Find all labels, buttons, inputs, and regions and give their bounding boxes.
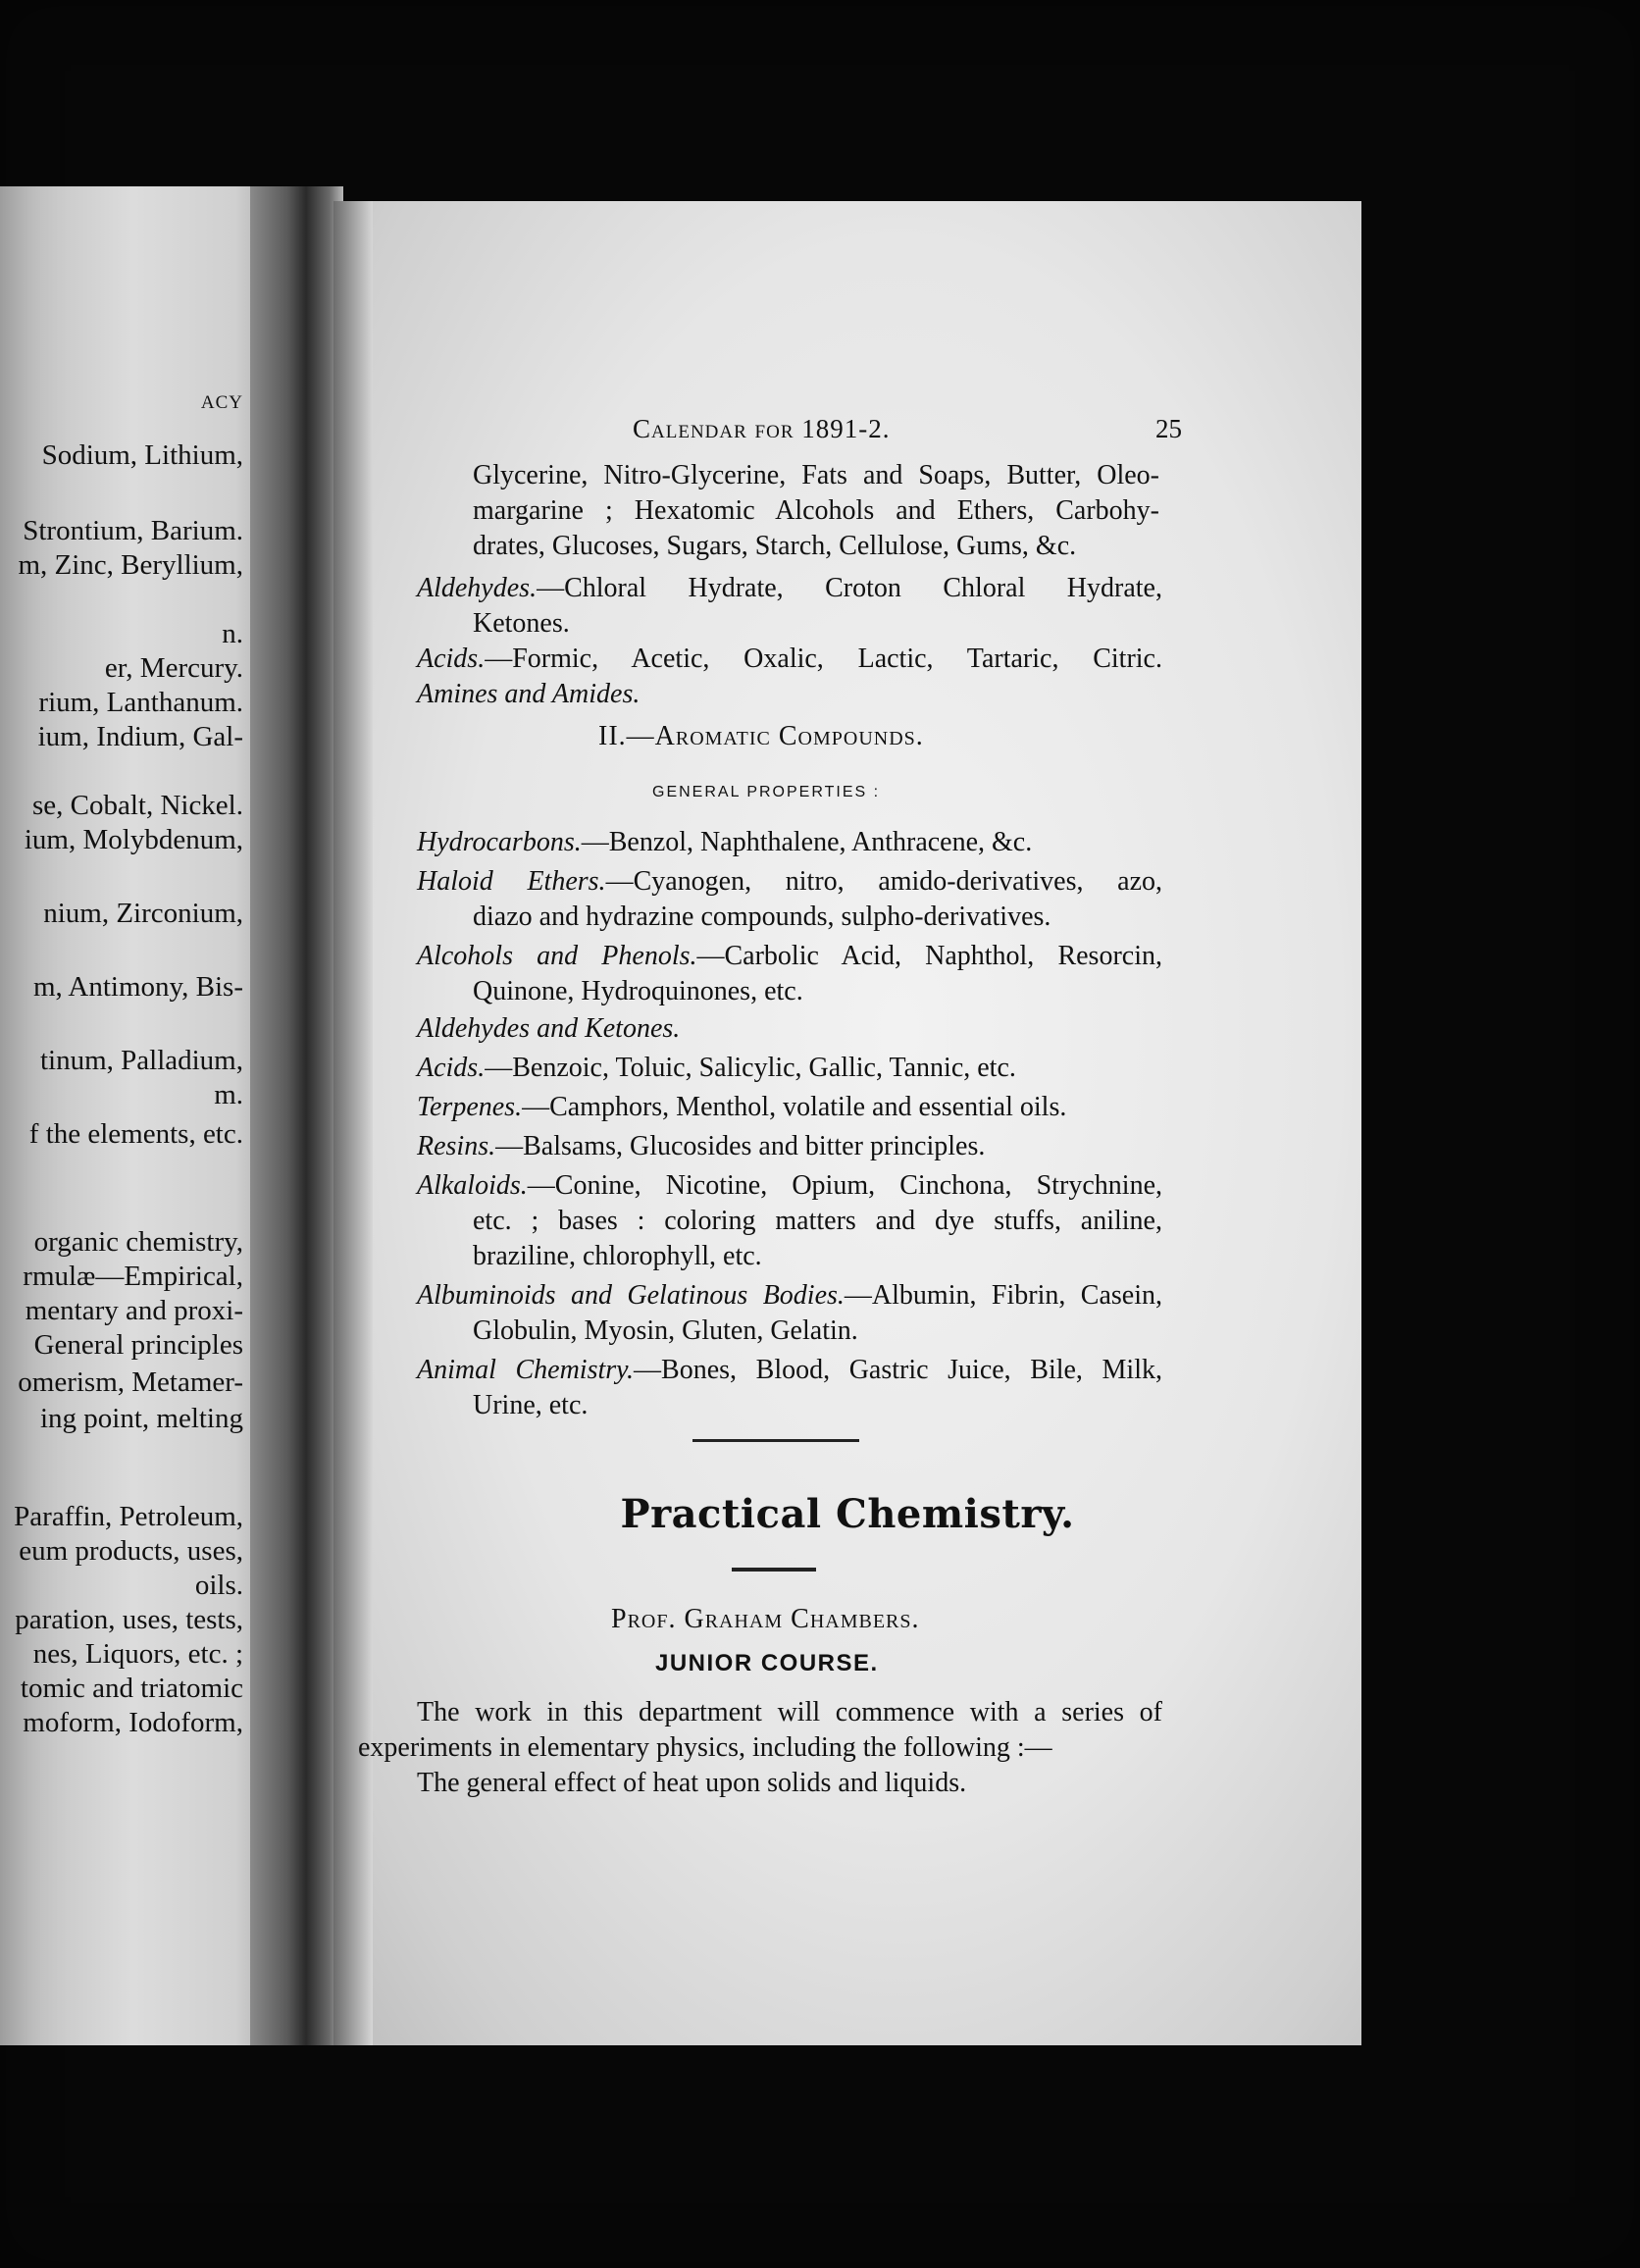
- entry-term: Haloid Ethers.: [417, 866, 606, 897]
- left-page-line: tomic and triatomic: [20, 1673, 243, 1704]
- course-heading: JUNIOR COURSE.: [655, 1650, 879, 1676]
- entry-term: Acids.: [417, 644, 486, 674]
- left-page-line: ing point, melting: [39, 1403, 243, 1434]
- entry-text: —Carbolic Acid, Naphthol, Resorcin,: [696, 941, 1162, 971]
- left-page-line: oils.: [194, 1570, 243, 1601]
- body-line: The general effect of heat upon solids and liquids.: [417, 1768, 967, 1798]
- entry-acids-aromatic: [417, 1051, 1016, 1086]
- intro-line: margarine ; Hexatomic Alcohols and Ethers, Carbohy-: [473, 495, 1159, 526]
- entry-term: Alcohols and Phenols.: [417, 941, 697, 971]
- left-page-line: General principles: [33, 1329, 243, 1361]
- title-underline: [732, 1568, 816, 1572]
- entry-text: —Conine, Nicotine, Opium, Cinchona, Strychnine,: [527, 1170, 1162, 1201]
- entry-terpenes: [417, 1090, 1066, 1125]
- entry-text: —Albumin, Fibrin, Casein,: [844, 1280, 1162, 1311]
- entry-text: —Benzol, Naphthalene, Anthracene, &c.: [581, 827, 1033, 857]
- left-page-line: omerism, Metamer-: [18, 1366, 243, 1398]
- left-page-line: f the elements, etc.: [28, 1118, 243, 1150]
- left-page-line: rmulæ—Empirical,: [23, 1261, 243, 1292]
- entry-resins: [417, 1129, 985, 1164]
- book-gutter: [250, 186, 343, 2045]
- section-title: Practical Chemistry.: [620, 1491, 1075, 1537]
- entry-continuation: Ketones.: [473, 608, 570, 639]
- left-page-line: ium, Molybdenum,: [24, 824, 243, 855]
- left-page-line: Strontium, Barium.: [23, 515, 243, 546]
- entry-text: —Formic, Acetic, Oxalic, Lactic, Tartaric, Citric.: [485, 644, 1162, 674]
- subheading: GENERAL PROPERTIES :: [652, 784, 881, 800]
- entry-continuation: braziline, chlorophyll, etc.: [473, 1241, 762, 1271]
- left-page-line: nium, Zirconium,: [43, 898, 243, 929]
- running-head: Calendar for 1891-2.: [633, 414, 891, 443]
- entry-amines: Amines and Amides.: [417, 679, 641, 709]
- entry-term: Aldehydes.: [417, 573, 538, 603]
- entry-term: Animal Chemistry.: [417, 1355, 635, 1385]
- left-page-line: m, Zinc, Beryllium,: [18, 549, 243, 581]
- entry-text: —Cyanogen, nitro, amido-derivatives, azo,: [605, 866, 1162, 897]
- entry-alkaloids: [417, 1168, 1162, 1204]
- entry-haloid-ethers: [417, 864, 1162, 900]
- entry-alcohols: [417, 939, 1162, 974]
- left-page-line: nes, Liquors, etc. ;: [32, 1638, 243, 1670]
- left-page-line: Paraffin, Petroleum,: [14, 1501, 243, 1532]
- entry-text: —Bones, Blood, Gastric Juice, Bile, Milk,: [634, 1355, 1162, 1385]
- left-page-line: m.: [214, 1079, 243, 1110]
- left-page-line: n.: [222, 618, 243, 649]
- left-page-header: ACY: [200, 392, 243, 413]
- entry-text: —Chloral Hydrate, Croton Chloral Hydrate,: [537, 573, 1162, 603]
- entry-text: —Camphors, Menthol, volatile and essential oils.: [522, 1092, 1067, 1122]
- body-line: The work in this department will commence with a series of: [417, 1697, 1162, 1727]
- section-heading: II.—Aromatic Compounds.: [598, 721, 924, 751]
- intro-line: drates, Glucoses, Sugars, Starch, Cellulose, Gums, &c.: [473, 531, 1077, 561]
- entry-albuminoids: [417, 1278, 1162, 1314]
- left-page-line: organic chemistry,: [33, 1226, 243, 1258]
- section-divider: [692, 1439, 859, 1442]
- entry-hydrocarbons: [417, 825, 1032, 860]
- page-edge-shadow: [333, 201, 373, 2045]
- left-page-line: se, Cobalt, Nickel.: [31, 790, 243, 821]
- left-page-line: m, Antimony, Bis-: [32, 971, 243, 1003]
- left-page-line: tinum, Palladium,: [39, 1045, 243, 1076]
- left-page-line: paration, uses, tests,: [15, 1604, 243, 1635]
- body-line: experiments in elementary physics, including the following :—: [358, 1732, 1052, 1763]
- entry-text: —Benzoic, Toluic, Salicylic, Gallic, Tannic, etc.: [485, 1053, 1016, 1083]
- entry-text: —Balsams, Glucosides and bitter principles.: [495, 1131, 986, 1161]
- left-page-line: mentary and proxi-: [25, 1295, 243, 1326]
- entry-acids: [417, 642, 1162, 677]
- left-page-line: Sodium, Lithium,: [41, 439, 243, 471]
- entry-aldehydes-ketones: Aldehydes and Ketones.: [417, 1013, 681, 1044]
- entry-aldehydes: [417, 571, 1162, 606]
- entry-term: Terpenes.: [417, 1092, 523, 1122]
- left-page-line: ium, Indium, Gal-: [37, 721, 243, 752]
- entry-term: Hydrocarbons.: [417, 827, 582, 857]
- intro-line: Glycerine, Nitro-Glycerine, Fats and Soaps, Butter, Oleo-: [473, 460, 1159, 490]
- left-page-line: moform, Iodoform,: [23, 1707, 243, 1738]
- entry-term: Resins.: [417, 1131, 496, 1161]
- professor-name: Prof. Graham Chambers.: [611, 1604, 920, 1634]
- left-page-line: rium, Lanthanum.: [38, 687, 243, 718]
- left-page-line: eum products, uses,: [19, 1535, 243, 1567]
- entry-term: Alkaloids.: [417, 1170, 528, 1201]
- left-page-line: er, Mercury.: [104, 652, 243, 684]
- entry-continuation: Quinone, Hydroquinones, etc.: [473, 976, 803, 1006]
- entry-continuation: etc. ; bases : coloring matters and dye stuffs, aniline,: [473, 1206, 1162, 1236]
- entry-continuation: Globulin, Myosin, Gluten, Gelatin.: [473, 1315, 858, 1346]
- right-page: [333, 201, 1361, 2045]
- entry-continuation: diazo and hydrazine compounds, sulpho-derivatives.: [473, 902, 1051, 932]
- entry-term: Acids.: [417, 1053, 486, 1083]
- entry-continuation: Urine, etc.: [473, 1390, 589, 1420]
- page-number: 25: [1155, 414, 1182, 443]
- entry-animal-chemistry: [417, 1353, 1162, 1388]
- entry-term: Albuminoids and Gelatinous Bodies.: [417, 1280, 845, 1311]
